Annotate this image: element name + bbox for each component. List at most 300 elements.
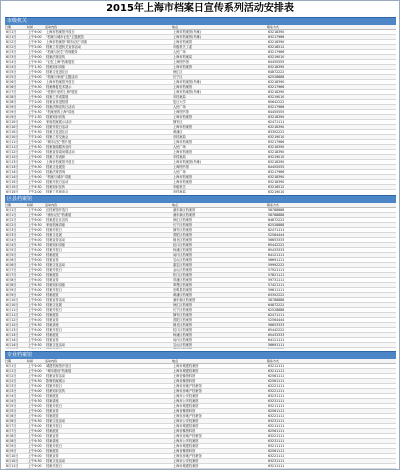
- cell-activity: 档案文化进社区: [45, 130, 172, 135]
- section-header: [5, 195, 396, 203]
- cell-time: 上午9:30: [27, 145, 45, 150]
- cell-time: 上午9:00: [27, 293, 45, 298]
- cell-activity: 档案宣传: [45, 434, 172, 439]
- cell-location: 市级机关: [172, 185, 267, 190]
- cell-location: 上海市档案馆(外滩): [172, 160, 267, 165]
- section-district: [5, 195, 396, 349]
- cell-contact: 63217966: [267, 35, 396, 40]
- cell-date: 6月12日: [5, 150, 27, 155]
- cell-date: 6月7日: [5, 429, 27, 434]
- section-label: 专业档案馆: [7, 352, 33, 358]
- cell-time: 上午9:00: [27, 333, 45, 338]
- cell-date: 6月6日: [5, 80, 27, 85]
- cell-time: 上午9:30: [27, 419, 45, 424]
- cell-activity: 档案讲座: [45, 399, 172, 404]
- cell-date: 6月3日: [5, 228, 27, 233]
- cell-activity: 档案工作表彰: [45, 155, 172, 160]
- cell-location: 杨浦区档案馆: [172, 333, 267, 338]
- cell-time: 上午9:00: [27, 140, 45, 145]
- cell-activity: 档案开放日: [45, 228, 172, 233]
- cell-contact: 59731111: [267, 278, 396, 283]
- cell-time: 上午9:00: [27, 288, 45, 293]
- cell-contact: 63219010: [267, 95, 396, 100]
- cell-date: 6月7日: [5, 268, 27, 273]
- cell-time: 上午9:00: [27, 50, 45, 55]
- col-header-time: 时间: [27, 203, 34, 207]
- cell-time: 上午9:00: [27, 258, 45, 263]
- cell-time: 上午9:00: [27, 228, 45, 233]
- cell-location: 上海市城建档案馆: [172, 404, 267, 409]
- cell-time: 上午9:00: [27, 394, 45, 399]
- cell-time: 上午9:00: [27, 273, 45, 278]
- cell-date: 6月1日: [5, 208, 27, 213]
- cell-location: 长宁区档案馆: [172, 308, 267, 313]
- cell-location: 上海图书馆: [172, 60, 267, 65]
- cell-date: 6月15日: [5, 190, 27, 194]
- cell-date: 6月9日: [5, 293, 27, 298]
- cell-location: 青浦区档案馆: [172, 278, 267, 283]
- cell-location: 上海市档案馆(外滩): [172, 35, 267, 40]
- cell-location: 复旦大学: [172, 100, 267, 105]
- cell-contact: 57821111: [267, 273, 396, 278]
- cell-date: 6月3日: [5, 384, 27, 389]
- cell-activity: 档案知识讲座: [45, 243, 172, 248]
- cell-activity: 家庭档案讲座: [45, 223, 172, 228]
- cell-date: 6月7日: [5, 90, 27, 95]
- cell-date: 6月10日: [5, 303, 27, 308]
- cell-contact: 62471111: [267, 228, 396, 233]
- cell-time: 上午9:00: [27, 213, 45, 218]
- cell-activity: 档案开放日: [45, 308, 172, 313]
- cell-date: 6月2日: [5, 40, 27, 45]
- cell-time: 上午9:30: [27, 303, 45, 308]
- cell-date: 6月2日: [5, 223, 27, 228]
- cell-time: 上午9:00: [27, 444, 45, 449]
- cell-time: 上午9:00: [27, 125, 45, 130]
- cell-date: 6月13日: [5, 333, 27, 338]
- table-row: [5, 190, 396, 194]
- cell-date: 6月3日: [5, 50, 27, 55]
- cell-date: 6月9日: [5, 444, 27, 449]
- cell-date: 6月1日: [5, 35, 27, 40]
- cell-activity: 档案知识宣传: [45, 185, 172, 190]
- cell-date: 6月13日: [5, 165, 27, 170]
- cell-contact: 63218390: [267, 80, 396, 85]
- cell-time: 上午9:00: [27, 429, 45, 434]
- cell-location: 人民广场: [172, 50, 267, 55]
- cell-time: 下午1:30: [27, 115, 45, 120]
- cell-date: 6月14日: [5, 170, 27, 175]
- cell-location: 上海市公安档案馆: [172, 459, 267, 464]
- cell-date: 6月1日: [5, 364, 27, 369]
- cell-date: 6月7日: [5, 424, 27, 429]
- cell-time: 上午9:00: [27, 75, 45, 80]
- cell-location: 人民广场: [172, 145, 267, 150]
- cell-time: 上午9:00: [27, 35, 45, 40]
- cell-location: 上海市档案馆: [172, 125, 267, 130]
- cell-time: 上午9:00: [27, 278, 45, 283]
- cell-activity: 档案讲座: [45, 323, 172, 328]
- cell-location: 上海图书馆: [172, 110, 267, 115]
- cell-date: 6月14日: [5, 338, 27, 343]
- cell-contact: 63221111: [267, 414, 396, 419]
- cell-contact: 58788888: [267, 298, 396, 303]
- cell-date: 6月4日: [5, 399, 27, 404]
- cell-contact: 63219010: [267, 190, 396, 194]
- col-header-location: 地点: [172, 25, 179, 29]
- cell-location: 嘉定区档案馆: [172, 263, 267, 268]
- cell-location: 上海市城建档案馆: [172, 444, 267, 449]
- cell-contact: 62528888: [267, 75, 396, 80]
- cell-date: [5, 348, 27, 350]
- cell-contact: 65442222: [267, 328, 396, 333]
- cell-location: 上海市公安档案馆: [172, 394, 267, 399]
- cell-location: 上海市档案馆: [172, 180, 267, 185]
- cell-date: 6月7日: [5, 273, 27, 278]
- cell-contact: 64121111: [267, 253, 396, 258]
- cell-location: 徐汇区档案馆: [172, 303, 267, 308]
- cell-time: 上午9:00: [27, 70, 45, 75]
- cell-location: 黄浦区: [172, 130, 267, 135]
- cell-contact: 63302222: [267, 130, 396, 135]
- cell-time: 上午9:30: [27, 85, 45, 90]
- cell-contact: 63221111: [267, 454, 396, 459]
- cell-date: 6月11日: [5, 464, 27, 469]
- cell-time: 上午9:30: [27, 223, 45, 228]
- cell-time: 上午9:00: [27, 208, 45, 213]
- cell-contact: [267, 469, 396, 470]
- cell-activity: "档案与城市记忆"主题展览: [45, 35, 172, 40]
- cell-activity: 档案展览: [45, 429, 172, 434]
- cell-activity: "浦东记忆"档案展: [45, 213, 172, 218]
- cell-contact: 65433333: [267, 333, 396, 338]
- cell-activity: 档案知识宣传: [45, 389, 172, 394]
- cell-date: 6月5日: [5, 75, 27, 80]
- cell-date: 6月4日: [5, 394, 27, 399]
- cell-contact: 59992222: [267, 263, 396, 268]
- cell-contact: 63302222: [267, 293, 396, 298]
- cell-activity: 档案开放日活动: [45, 180, 172, 185]
- cell-contact: 64121111: [267, 338, 396, 343]
- col-header-date: 日期: [5, 359, 12, 363]
- cell-activity: 城建档案馆开放日: [45, 364, 172, 369]
- cell-location: [172, 348, 267, 350]
- cell-location: 上海市公安档案馆: [172, 419, 267, 424]
- col-header-location: 地点: [172, 203, 179, 207]
- cell-time: 上午9:00: [27, 389, 45, 394]
- cell-time: 上午9:00: [27, 248, 45, 253]
- cell-contact: 64455555: [267, 165, 396, 170]
- cell-activity: 档案展览: [45, 333, 172, 338]
- cell-location: [172, 469, 267, 470]
- document-title: 2015年上海市档案日宣传系列活动安排表: [106, 3, 294, 14]
- cell-date: 6月6日: [5, 414, 27, 419]
- cell-contact: 63218390: [267, 40, 396, 45]
- cell-date: 6月10日: [5, 125, 27, 130]
- cell-location: 上海市档案局: [172, 55, 267, 60]
- cell-time: 上午9:30: [27, 323, 45, 328]
- cell-location: 上海市城建档案馆: [172, 364, 267, 369]
- cell-activity: 档案工作交流会: [45, 135, 172, 140]
- cell-time: 上午9:00: [27, 170, 45, 175]
- cell-time: 上午9:00: [27, 434, 45, 439]
- cell-date: 6月8日: [5, 439, 27, 444]
- cell-time: 上午9:00: [27, 155, 45, 160]
- cell-contact: 63217966: [267, 50, 396, 55]
- cell-location: 上海市房地产档案馆: [172, 454, 267, 459]
- cell-activity: 档案开放日活动: [45, 125, 172, 130]
- cell-contact: 63218390: [267, 115, 396, 120]
- cell-time: 上午9:00: [27, 328, 45, 333]
- cell-location: 宝山区档案馆: [172, 258, 267, 263]
- cell-contact: 63219010: [267, 55, 396, 60]
- cell-time: 上午9:00: [27, 233, 45, 238]
- cell-contact: 63211111: [267, 404, 396, 409]
- cell-time: 上午9:00: [27, 369, 45, 374]
- cell-activity: "档案与城市"讲座: [45, 175, 172, 180]
- cell-time: 上午9:00: [27, 464, 45, 469]
- cell-date: 6月5日: [5, 253, 27, 258]
- cell-location: 静安区档案馆: [172, 228, 267, 233]
- cell-date: 6月8日: [5, 100, 27, 105]
- cell-activity: 档案知识讲座: [45, 65, 172, 70]
- cell-activity: 档案文化展: [45, 303, 172, 308]
- cell-contact: 63231111: [267, 394, 396, 399]
- cell-time: 上午9:00: [27, 364, 45, 369]
- cell-location: 闵行区档案馆: [172, 338, 267, 343]
- cell-location: 上海音像资料馆: [172, 429, 267, 434]
- cell-location: 徐汇区档案馆: [172, 218, 267, 223]
- cell-activity: 档案展览: [45, 449, 172, 454]
- cell-location: 黄浦区档案馆: [172, 293, 267, 298]
- cell-location: 上海市档案馆: [172, 115, 267, 120]
- cell-date: 6月2日: [5, 374, 27, 379]
- cell-activity: 档案开放日: [45, 384, 172, 389]
- col-header-activity: 活动内容: [45, 25, 58, 29]
- cell-activity: 档案文化活动: [45, 459, 172, 464]
- cell-activity: 档案法制宣传日活动: [45, 105, 172, 110]
- cell-activity: 档案文化活动: [45, 419, 172, 424]
- cell-location: 上海市档案馆(外滩): [172, 90, 267, 95]
- cell-activity: 档案宣传活动: [45, 238, 172, 243]
- cell-contact: 63217966: [267, 140, 396, 145]
- cell-date: 6月1日: [5, 369, 27, 374]
- cell-time: [27, 469, 45, 470]
- cell-time: 上午9:00: [27, 253, 45, 258]
- cell-activity: 档案知识讲座: [45, 283, 172, 288]
- cell-contact: 63211111: [267, 369, 396, 374]
- cell-time: 上午9:30: [27, 165, 45, 170]
- cell-location: 上海图书馆: [172, 165, 267, 170]
- cell-location: 市档案局: [172, 135, 267, 140]
- cell-date: 6月10日: [5, 135, 27, 140]
- cell-location: 市档案局: [172, 190, 267, 194]
- table-row: [5, 348, 396, 350]
- col-header-contact: 联系方式: [267, 359, 280, 363]
- col-header-contact: 联系方式: [267, 25, 280, 29]
- cell-contact: 63218390: [267, 150, 396, 155]
- cell-time: 上午9:30: [27, 110, 45, 115]
- cell-location: 上海市公安档案馆: [172, 439, 267, 444]
- cell-activity: "档案与民生"咨询服务: [45, 50, 172, 55]
- cell-activity: 上海市档案馆开放日: [45, 80, 172, 85]
- cell-contact: 63218390: [267, 65, 396, 70]
- cell-time: 上午9:30: [27, 283, 45, 288]
- cell-date: 6月12日: [5, 318, 27, 323]
- cell-contact: 63221111: [267, 434, 396, 439]
- cell-activity: 档案开放日: [45, 464, 172, 469]
- cell-activity: 档案宣传: [45, 318, 172, 323]
- cell-location: 上海市房地产档案馆: [172, 384, 267, 389]
- cell-date: 6月9日: [5, 105, 27, 110]
- cell-contact: 63211111: [267, 424, 396, 429]
- cell-location: 静安区: [172, 120, 267, 125]
- cell-location: 市档案局: [172, 95, 267, 100]
- cell-date: 6月2日: [5, 218, 27, 223]
- cell-activity: 档案讲座: [45, 439, 172, 444]
- cell-time: 上午9:00: [27, 338, 45, 343]
- cell-contact: 62471111: [267, 313, 396, 318]
- col-header-time: 时间: [27, 359, 34, 363]
- cell-location: 杨浦区档案馆: [172, 248, 267, 253]
- cell-contact: 63217966: [267, 85, 396, 90]
- section-label: 区县档案馆: [7, 196, 33, 202]
- cell-date: 6月10日: [5, 454, 27, 459]
- cell-date: 6月4日: [5, 60, 27, 65]
- cell-contact: 62561111: [267, 374, 396, 379]
- cell-time: 上午9:30: [27, 343, 45, 348]
- cell-location: 上海市档案馆(外滩): [172, 30, 267, 35]
- cell-contact: 63217966: [267, 170, 396, 175]
- cell-contact: 57421111: [267, 283, 396, 288]
- cell-contact: 58788888: [267, 213, 396, 218]
- cell-time: 上午9:30: [27, 263, 45, 268]
- cell-date: 6月9日: [5, 288, 27, 293]
- cell-date: 6月10日: [5, 459, 27, 464]
- cell-location: 上海市档案馆: [172, 40, 267, 45]
- cell-time: 上午9:00: [27, 30, 45, 35]
- cell-date: 6月12日: [5, 323, 27, 328]
- cell-location: 奉贤区档案馆: [172, 283, 267, 288]
- cell-location: 长宁区: [172, 75, 267, 80]
- col-header-contact: 联系方式: [267, 203, 280, 207]
- cell-activity: 上海市档案馆"城市记忆"讲座: [45, 40, 172, 45]
- cell-location: 上海市房地产档案馆: [172, 389, 267, 394]
- cell-activity: 档案宣传: [45, 409, 172, 414]
- cell-time: 上午9:00: [27, 384, 45, 389]
- cell-contact: 63217966: [267, 105, 396, 110]
- cell-location: 上海市档案馆: [172, 65, 267, 70]
- cell-contact: 64455555: [267, 60, 396, 65]
- cell-location: 上海市档案馆: [172, 175, 267, 180]
- col-header-time: 时间: [27, 25, 34, 29]
- cell-contact: 63218512: [267, 185, 396, 190]
- cell-contact: 62471111: [267, 120, 396, 125]
- cell-activity: 档案开放日: [45, 248, 172, 253]
- cell-date: 6月9日: [5, 115, 27, 120]
- cell-date: 6月6日: [5, 419, 27, 424]
- cell-contact: 64872222: [267, 303, 396, 308]
- cell-activity: 档案文化活动: [45, 263, 172, 268]
- cell-time: 下午2:00: [27, 45, 45, 50]
- cell-location: 虹口区档案馆: [172, 328, 267, 333]
- cell-time: 上午9:00: [27, 454, 45, 459]
- cell-time: 上午9:30: [27, 40, 45, 45]
- cell-activity: "城市记忆"图片展: [45, 140, 172, 145]
- cell-contact: 65433333: [267, 248, 396, 253]
- cell-time: 上午9:30: [27, 185, 45, 190]
- cell-contact: 56691111: [267, 343, 396, 348]
- cell-time: 下午2:00: [27, 190, 45, 194]
- cell-date: 6月13日: [5, 160, 27, 165]
- cell-location: 徐汇区: [172, 70, 267, 75]
- cell-activity: "城市建设"档案展: [45, 369, 172, 374]
- cell-time: 上午9:00: [27, 175, 45, 180]
- cell-time: 上午9:00: [27, 449, 45, 454]
- cell-time: 上午9:00: [27, 95, 45, 100]
- cell-contact: 56653333: [267, 323, 396, 328]
- cell-activity: 档案开放日: [45, 404, 172, 409]
- cell-activity: 档案展览: [45, 313, 172, 318]
- cell-date: 6月4日: [5, 65, 27, 70]
- cell-contact: 63211111: [267, 364, 396, 369]
- cell-date: 6月5日: [5, 248, 27, 253]
- cell-time: 上午9:30: [27, 130, 45, 135]
- cell-date: 6月3日: [5, 389, 27, 394]
- cell-location: 静安区档案馆: [172, 313, 267, 318]
- cell-activity: 档案知识竞赛: [45, 115, 172, 120]
- cell-activity: 档案展览: [45, 253, 172, 258]
- cell-contact: 62528888: [267, 223, 396, 228]
- cell-activity: 档案宣传: [45, 338, 172, 343]
- cell-contact: 52564444: [267, 233, 396, 238]
- cell-activity: 档案宣传活动: [45, 374, 172, 379]
- cell-time: 下午2:00: [27, 100, 45, 105]
- schedule-table: [5, 364, 396, 469]
- cell-contact: 63231111: [267, 399, 396, 404]
- cell-location: 普陀区档案馆: [172, 233, 267, 238]
- cell-contact: 52564444: [267, 318, 396, 323]
- cell-contact: 63211111: [267, 464, 396, 469]
- cell-date: 6月5日: [5, 404, 27, 409]
- cell-contact: 63218390: [267, 145, 396, 150]
- cell-location: 上海音像资料馆: [172, 449, 267, 454]
- cell-date: 6月2日: [5, 45, 27, 50]
- cell-time: 下午1:30: [27, 65, 45, 70]
- cell-date: 6月3日: [5, 233, 27, 238]
- cell-date: 6月1日: [5, 30, 27, 35]
- cell-time: 上午9:30: [27, 399, 45, 404]
- cell-activity: 档案工作成果展: [45, 95, 172, 100]
- cell-contact: 62561111: [267, 379, 396, 384]
- cell-activity: 影像档案展示: [45, 379, 172, 384]
- cell-location: 人民广场: [172, 170, 267, 175]
- cell-time: 上午9:00: [27, 120, 45, 125]
- cell-date: 6月14日: [5, 343, 27, 348]
- cell-location: 上海音像资料馆: [172, 379, 267, 384]
- cell-location: 上海市档案馆: [172, 85, 267, 90]
- col-header-activity: 活动内容: [45, 359, 58, 363]
- cell-contact: 63218390: [267, 175, 396, 180]
- cell-date: 6月15日: [5, 185, 27, 190]
- cell-date: 6月10日: [5, 120, 27, 125]
- cell-contact: 63231111: [267, 439, 396, 444]
- schedule-table: [5, 208, 396, 349]
- section-header: [5, 351, 396, 359]
- cell-date: 6月14日: [5, 175, 27, 180]
- cell-contact: 63211111: [267, 444, 396, 449]
- cell-time: 下午2:00: [27, 135, 45, 140]
